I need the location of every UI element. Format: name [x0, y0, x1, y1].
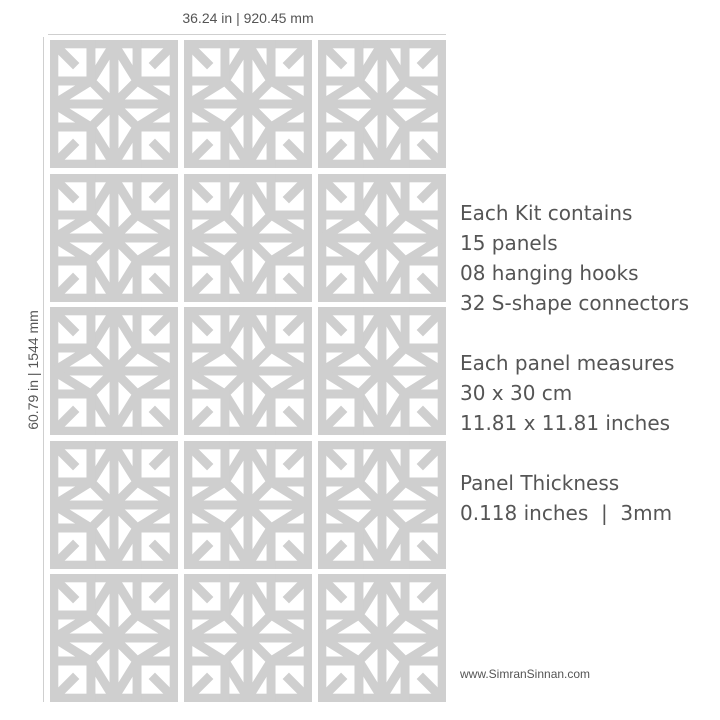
lattice-panel — [318, 40, 446, 168]
lattice-panel — [318, 441, 446, 569]
measures-item: 30 x 30 cm — [460, 381, 573, 405]
lattice-panel — [50, 174, 178, 302]
lattice-panel — [50, 574, 178, 702]
eight-point-star-lattice-icon — [50, 174, 178, 302]
thickness-heading: Panel Thickness — [460, 471, 620, 495]
eight-point-star-lattice-icon — [50, 307, 178, 435]
height-dimension-label: 60.79 in | 1544 mm — [25, 310, 41, 430]
eight-point-star-lattice-icon — [184, 40, 312, 168]
eight-point-star-lattice-icon — [318, 574, 446, 702]
website-link[interactable]: www.SimranSinnan.com — [460, 667, 591, 681]
lattice-panel — [184, 574, 312, 702]
lattice-panel — [184, 40, 312, 168]
panel-grid — [50, 40, 446, 702]
eight-point-star-lattice-icon — [184, 441, 312, 569]
thickness-item: 0.118 inches | 3mm — [460, 501, 673, 525]
lattice-panel — [184, 441, 312, 569]
lattice-panel — [50, 40, 178, 168]
kit-item: 32 S-shape connectors — [460, 291, 690, 315]
eight-point-star-lattice-icon — [318, 40, 446, 168]
kit-item: 15 panels — [460, 231, 558, 255]
eight-point-star-lattice-icon — [184, 174, 312, 302]
lattice-panel — [318, 307, 446, 435]
width-dimension-line — [48, 34, 446, 35]
lattice-panel — [318, 174, 446, 302]
lattice-panel — [184, 174, 312, 302]
eight-point-star-lattice-icon — [318, 174, 446, 302]
eight-point-star-lattice-icon — [50, 574, 178, 702]
lattice-panel — [50, 441, 178, 569]
eight-point-star-lattice-icon — [184, 307, 312, 435]
measures-item: 11.81 x 11.81 inches — [460, 411, 671, 435]
width-dimension-label: 36.24 in | 920.45 mm — [182, 10, 314, 26]
eight-point-star-lattice-icon — [50, 40, 178, 168]
panel-thickness-block — [460, 468, 715, 528]
product-info — [460, 198, 715, 558]
eight-point-star-lattice-icon — [184, 574, 312, 702]
lattice-panel — [318, 574, 446, 702]
kit-heading: Each Kit contains — [460, 201, 633, 225]
kit-contents-block — [460, 198, 715, 318]
panel-measures-block — [460, 348, 715, 438]
eight-point-star-lattice-icon — [318, 307, 446, 435]
eight-point-star-lattice-icon — [318, 441, 446, 569]
lattice-panel — [184, 307, 312, 435]
kit-item: 08 hanging hooks — [460, 261, 639, 285]
measures-heading: Each panel measures — [460, 351, 675, 375]
eight-point-star-lattice-icon — [50, 441, 178, 569]
lattice-panel — [50, 307, 178, 435]
height-dimension-line — [43, 37, 44, 702]
